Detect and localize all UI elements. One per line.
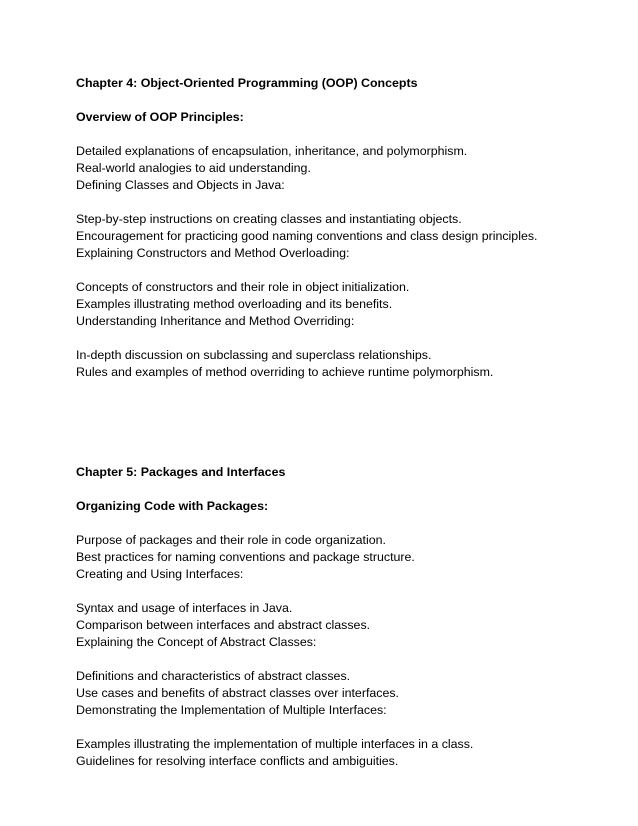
chapter-4-title: Chapter 4: Object-Oriented Programming (OOP) Concepts <box>76 76 418 90</box>
paragraph-line: Comparison between interfaces and abstract classes. <box>76 618 371 632</box>
paragraph-line: Real-world analogies to aid understanding. <box>76 161 311 175</box>
paragraph-line: Purpose of packages and their role in code organization. <box>76 533 386 547</box>
section-subheading: Defining Classes and Objects in Java: <box>76 178 285 192</box>
section-subheading: Explaining the Concept of Abstract Classes: <box>76 635 317 649</box>
paragraph-line: Step-by-step instructions on creating classes and instantiating objects. <box>76 212 462 226</box>
paragraph-line: Definitions and characteristics of abstract classes. <box>76 669 351 683</box>
paragraph-line: Examples illustrating the implementation of multiple interfaces in a class. <box>76 737 474 751</box>
section-subheading: Explaining Constructors and Method Overloading: <box>76 246 350 260</box>
paragraph-line: Guidelines for resolving interface conflicts and ambiguities. <box>76 754 399 768</box>
chapter-4-paragraph-4 <box>76 347 616 381</box>
paragraph-line: Best practices for naming conventions and package structure. <box>76 550 415 564</box>
section-subheading: Creating and Using Interfaces: <box>76 567 244 581</box>
chapter-5-paragraph-4 <box>76 736 616 770</box>
paragraph-line: Use cases and benefits of abstract classes over interfaces. <box>76 686 400 700</box>
chapter-4-subtitle: Overview of OOP Principles: <box>76 110 244 124</box>
document-page <box>76 75 616 770</box>
paragraph-line: Rules and examples of method overriding to achieve runtime polymorphism. <box>76 365 494 379</box>
chapter-4-paragraph-3 <box>76 279 616 330</box>
chapter-5-section <box>76 464 616 770</box>
paragraph-line: Syntax and usage of interfaces in Java. <box>76 601 293 615</box>
paragraph-line: Examples illustrating method overloading and its benefits. <box>76 297 393 311</box>
section-subheading: Demonstrating the Implementation of Multiple Interfaces: <box>76 703 387 717</box>
chapter-5-paragraph-3 <box>76 668 616 719</box>
chapter-4-paragraph-2 <box>76 211 616 262</box>
chapter-4-section <box>76 75 616 381</box>
paragraph-line: Encouragement for practicing good naming conventions and class design principles. <box>76 229 538 243</box>
paragraph-line: Concepts of constructors and their role in object initialization. <box>76 280 410 294</box>
chapter-5-paragraph-1 <box>76 532 616 583</box>
chapter-5-subtitle: Organizing Code with Packages: <box>76 499 269 513</box>
paragraph-line: In-depth discussion on subclassing and superclass relationships. <box>76 348 432 362</box>
chapter-4-paragraph-1 <box>76 143 616 194</box>
chapter-5-title: Chapter 5: Packages and Interfaces <box>76 465 286 479</box>
section-subheading: Understanding Inheritance and Method Overriding: <box>76 314 355 328</box>
chapter-5-paragraph-2 <box>76 600 616 651</box>
paragraph-line: Detailed explanations of encapsulation, inheritance, and polymorphism. <box>76 144 468 158</box>
